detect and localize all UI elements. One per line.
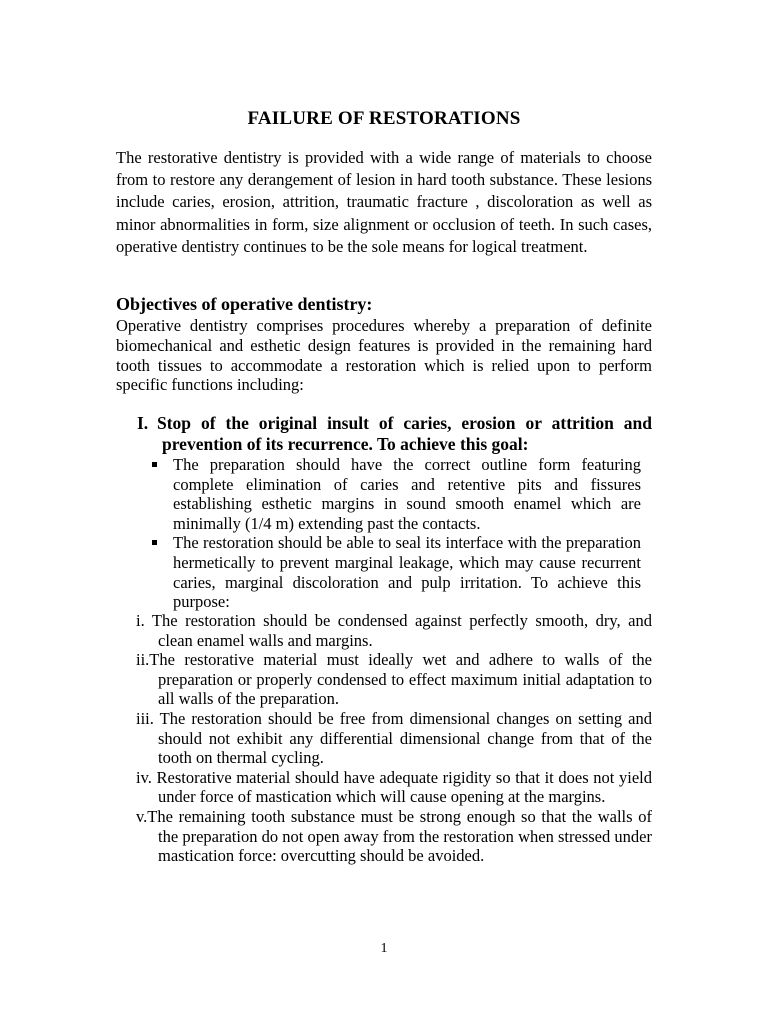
list-item bbox=[152, 533, 641, 611]
page-title: FAILURE OF RESTORATIONS bbox=[247, 108, 521, 129]
goal-line-1-text: Stop of the original insult of caries, erosion or attrition and bbox=[157, 413, 652, 433]
page-number: 1 bbox=[380, 941, 388, 956]
numbered-list bbox=[136, 611, 652, 866]
section-paragraph: Operative dentistry comprises procedures whereby a preparation of definite biomechanical and esthetic design features is provided in the remaining hard tooth tissues to accommodate a restoration which is relied upon to perform specific functions including: bbox=[116, 316, 652, 395]
list-item: iv. Restorative material should have adequate rigidity so that it does not yield under force of mastication which will cause opening at the margins. bbox=[136, 767, 652, 807]
goal-line-2: prevention of its recurrence. To achieve this goal: bbox=[162, 434, 529, 454]
bullet-square-icon bbox=[152, 462, 157, 467]
goal-heading bbox=[137, 413, 652, 455]
bullet-text: The restoration should be able to seal its interface with the preparation hermetically to prevent marginal leakage, which may cause recurrent caries, marginal discoloration and pulp irritation. To achieve this purpose: bbox=[173, 533, 641, 612]
list-item bbox=[152, 455, 641, 533]
bullet-square-icon bbox=[152, 540, 157, 545]
bullet-list bbox=[152, 455, 641, 612]
list-item: iii. The restoration should be free from dimensional changes on setting and should not exhibit any differential dimensional change from that of the tooth on thermal cycling. bbox=[136, 708, 652, 768]
list-item: ii.The restorative material must ideally wet and adhere to walls of the preparation or properly condensed to effect maximum initial adaptation to all walls of the preparation. bbox=[136, 650, 652, 709]
section-heading: Objectives of operative dentistry: bbox=[116, 294, 373, 314]
bullet-text: The preparation should have the correct outline form featuring complete elimination of caries and retentive pits and fissures establishing esthetic margins in sound smooth enamel which are minimally (1/4 m) extending past the contacts. bbox=[173, 455, 641, 533]
list-item: v.The remaining tooth substance must be strong enough so that the walls of the preparation do not open away from the restoration when stressed under mastication force: overcutting should be avoided. bbox=[136, 806, 652, 866]
list-item: i. The restoration should be condensed against perfectly smooth, dry, and clean enamel walls and margins. bbox=[136, 611, 652, 650]
goal-number: I. bbox=[137, 413, 149, 433]
goal-line-1 bbox=[137, 413, 652, 434]
intro-paragraph: The restorative dentistry is provided with a wide range of materials to choose from to restore any derangement of lesion in hard tooth substance. These lesions include caries, erosion, attrition, traumatic fracture , discoloration as well as minor abnormalities in form, size alignment or occlusion of teeth. In such cases, operative dentistry continues to be the sole means for logical treatment. bbox=[116, 148, 652, 256]
